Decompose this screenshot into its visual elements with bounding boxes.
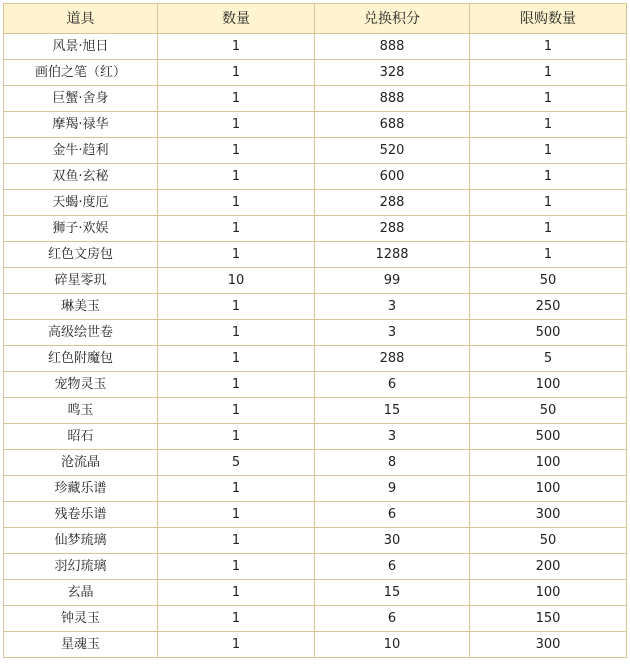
- quantity-cell: 1: [158, 398, 315, 424]
- item-name-cell: 巨蟹·舍身: [4, 86, 158, 112]
- item-name-cell: 鸣玉: [4, 398, 158, 424]
- item-name-cell: 残卷乐谱: [4, 502, 158, 528]
- item-name-cell: 星魂玉: [4, 632, 158, 658]
- points-cell: 6: [315, 606, 470, 632]
- item-name-cell: 琳美玉: [4, 294, 158, 320]
- quantity-cell: 1: [158, 112, 315, 138]
- table-row: [4, 320, 627, 346]
- limit-cell: 50: [470, 398, 627, 424]
- limit-cell: 1: [470, 112, 627, 138]
- limit-cell: 500: [470, 424, 627, 450]
- item-name-cell: 宠物灵玉: [4, 372, 158, 398]
- limit-cell: 5: [470, 346, 627, 372]
- table-row: [4, 86, 627, 112]
- limit-cell: 150: [470, 606, 627, 632]
- points-cell: 1288: [315, 242, 470, 268]
- table-row: [4, 294, 627, 320]
- table-header: [4, 4, 627, 34]
- item-name-cell: 仙梦琉璃: [4, 528, 158, 554]
- points-cell: 6: [315, 554, 470, 580]
- quantity-cell: 1: [158, 60, 315, 86]
- quantity-cell: 1: [158, 164, 315, 190]
- limit-cell: 100: [470, 580, 627, 606]
- item-name-cell: 红色附魔包: [4, 346, 158, 372]
- item-name-cell: 画伯之笔（红）: [4, 60, 158, 86]
- item-name-cell: 高级绘世卷: [4, 320, 158, 346]
- limit-cell: 300: [470, 632, 627, 658]
- points-cell: 288: [315, 346, 470, 372]
- quantity-cell: 1: [158, 580, 315, 606]
- limit-cell: 250: [470, 294, 627, 320]
- table-row: [4, 606, 627, 632]
- limit-cell: 1: [470, 34, 627, 60]
- table-row: [4, 424, 627, 450]
- limit-cell: 50: [470, 268, 627, 294]
- table-row: [4, 346, 627, 372]
- header-row: [4, 4, 627, 34]
- item-name-cell: 摩羯·禄华: [4, 112, 158, 138]
- table-row: [4, 268, 627, 294]
- limit-cell: 100: [470, 476, 627, 502]
- points-cell: 3: [315, 294, 470, 320]
- limit-cell: 1: [470, 60, 627, 86]
- points-cell: 288: [315, 216, 470, 242]
- limit-cell: 100: [470, 450, 627, 476]
- table-row: [4, 476, 627, 502]
- limit-cell: 200: [470, 554, 627, 580]
- table-row: [4, 34, 627, 60]
- quantity-cell: 1: [158, 320, 315, 346]
- quantity-cell: 1: [158, 528, 315, 554]
- item-name-cell: 钟灵玉: [4, 606, 158, 632]
- points-cell: 8: [315, 450, 470, 476]
- points-cell: 288: [315, 190, 470, 216]
- table-row: [4, 632, 627, 658]
- points-cell: 9: [315, 476, 470, 502]
- points-cell: 15: [315, 398, 470, 424]
- table-row: [4, 580, 627, 606]
- limit-cell: 1: [470, 190, 627, 216]
- item-name-cell: 天蝎·度厄: [4, 190, 158, 216]
- table-row: [4, 554, 627, 580]
- item-name-cell: 碎星零玑: [4, 268, 158, 294]
- quantity-cell: 1: [158, 242, 315, 268]
- quantity-cell: 1: [158, 294, 315, 320]
- quantity-cell: 1: [158, 86, 315, 112]
- limit-cell: 50: [470, 528, 627, 554]
- item-name-cell: 昭石: [4, 424, 158, 450]
- item-name-cell: 红色文房包: [4, 242, 158, 268]
- header-limit: 限购数量: [470, 4, 627, 34]
- table-row: [4, 138, 627, 164]
- header-quantity: 数量: [158, 4, 315, 34]
- quantity-cell: 1: [158, 554, 315, 580]
- quantity-cell: 1: [158, 502, 315, 528]
- quantity-cell: 1: [158, 372, 315, 398]
- limit-cell: 1: [470, 216, 627, 242]
- limit-cell: 1: [470, 242, 627, 268]
- points-cell: 328: [315, 60, 470, 86]
- quantity-cell: 1: [158, 216, 315, 242]
- table-row: [4, 502, 627, 528]
- limit-cell: 1: [470, 164, 627, 190]
- points-cell: 3: [315, 424, 470, 450]
- limit-cell: 1: [470, 138, 627, 164]
- quantity-cell: 1: [158, 190, 315, 216]
- table-body: [4, 34, 627, 658]
- quantity-cell: 1: [158, 138, 315, 164]
- points-cell: 888: [315, 34, 470, 60]
- table-row: [4, 528, 627, 554]
- header-item: 道具: [4, 4, 158, 34]
- table-row: [4, 216, 627, 242]
- limit-cell: 300: [470, 502, 627, 528]
- item-name-cell: 狮子·欢娱: [4, 216, 158, 242]
- points-cell: 30: [315, 528, 470, 554]
- points-cell: 99: [315, 268, 470, 294]
- table-row: [4, 372, 627, 398]
- quantity-cell: 1: [158, 606, 315, 632]
- quantity-cell: 1: [158, 34, 315, 60]
- points-cell: 688: [315, 112, 470, 138]
- points-cell: 6: [315, 372, 470, 398]
- item-name-cell: 玄晶: [4, 580, 158, 606]
- points-cell: 6: [315, 502, 470, 528]
- item-name-cell: 珍藏乐谱: [4, 476, 158, 502]
- table-row: [4, 60, 627, 86]
- quantity-cell: 1: [158, 476, 315, 502]
- points-cell: 10: [315, 632, 470, 658]
- limit-cell: 100: [470, 372, 627, 398]
- exchange-table: [3, 3, 627, 658]
- limit-cell: 1: [470, 86, 627, 112]
- points-cell: 3: [315, 320, 470, 346]
- exchange-table-container: [3, 3, 627, 658]
- points-cell: 888: [315, 86, 470, 112]
- quantity-cell: 1: [158, 424, 315, 450]
- table-row: [4, 164, 627, 190]
- quantity-cell: 1: [158, 632, 315, 658]
- table-row: [4, 190, 627, 216]
- table-row: [4, 398, 627, 424]
- table-row: [4, 450, 627, 476]
- points-cell: 15: [315, 580, 470, 606]
- header-points: 兑换积分: [315, 4, 470, 34]
- item-name-cell: 风景·旭日: [4, 34, 158, 60]
- table-row: [4, 242, 627, 268]
- item-name-cell: 羽幻琉璃: [4, 554, 158, 580]
- quantity-cell: 5: [158, 450, 315, 476]
- item-name-cell: 金牛·趋利: [4, 138, 158, 164]
- quantity-cell: 10: [158, 268, 315, 294]
- table-row: [4, 112, 627, 138]
- points-cell: 600: [315, 164, 470, 190]
- quantity-cell: 1: [158, 346, 315, 372]
- limit-cell: 500: [470, 320, 627, 346]
- points-cell: 520: [315, 138, 470, 164]
- item-name-cell: 双鱼·玄秘: [4, 164, 158, 190]
- item-name-cell: 沧流晶: [4, 450, 158, 476]
